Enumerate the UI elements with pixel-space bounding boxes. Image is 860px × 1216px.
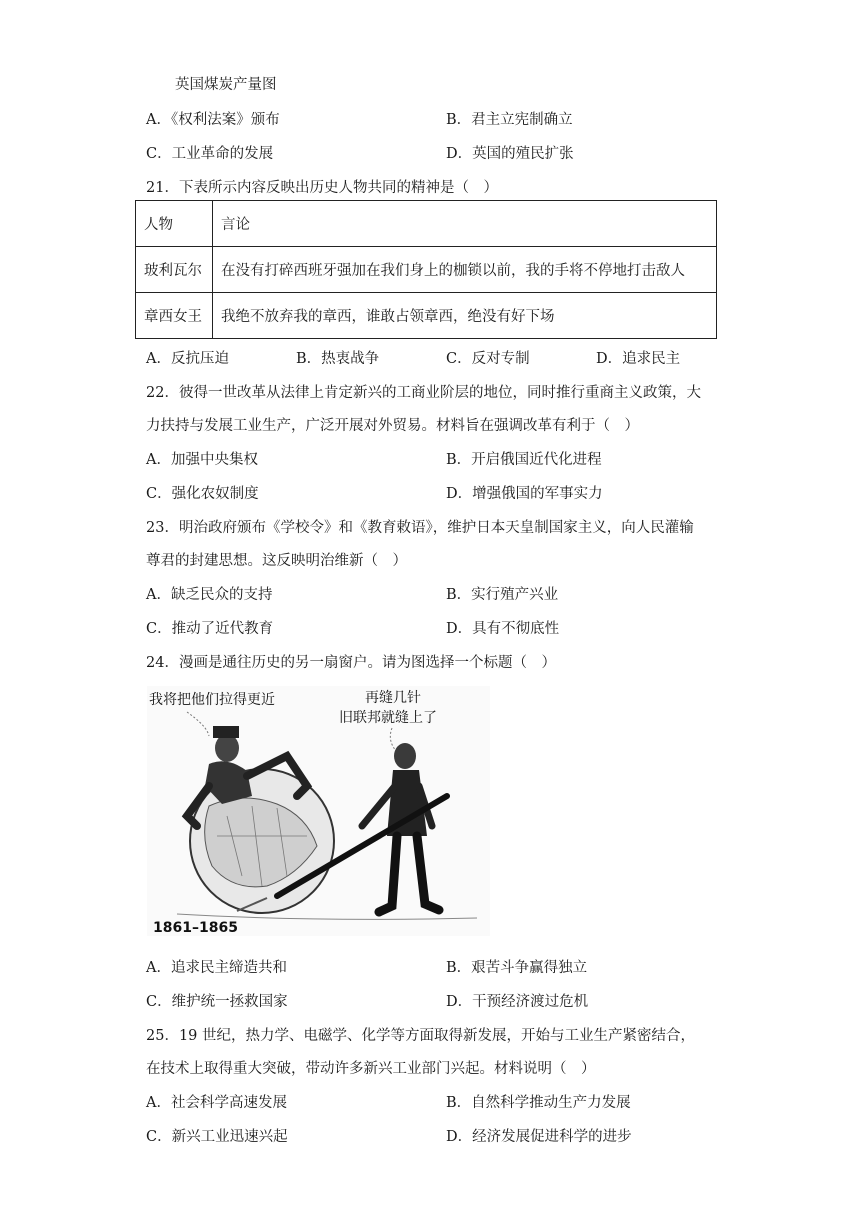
- table-cell-quote: 我绝不放弃我的章西，谁敢占领章西，绝没有好下场: [213, 293, 717, 339]
- q25-option-c[interactable]: C．新兴工业迅速兴起: [146, 1129, 288, 1145]
- bubble-tail: [390, 728, 397, 752]
- q21-option-a[interactable]: A．反抗压迫: [146, 351, 229, 367]
- bubble-tail: [187, 712, 209, 736]
- q22-option-b[interactable]: B．开启俄国近代化进程: [446, 452, 602, 468]
- civil-war-cartoon: [147, 686, 490, 936]
- table-header-cell: 言论: [213, 201, 717, 247]
- cartoon-right-bubble-line1: 再缝几针: [365, 690, 421, 706]
- q22-option-a[interactable]: A．加强中央集权: [146, 452, 258, 468]
- table-header-cell: 人物: [136, 201, 213, 247]
- q21-option-b[interactable]: B．热衷战争: [296, 351, 380, 367]
- q25-stem-line1: 25．19 世纪，热力学、电磁学、化学等方面取得新发展，开始与工业生产紧密结合，: [146, 1028, 696, 1044]
- standing-figure-head: [394, 743, 416, 769]
- q20-option-d[interactable]: D．英国的殖民扩张: [446, 146, 574, 162]
- cartoon-right-bubble-line2: 旧联邦就缝上了: [339, 710, 437, 726]
- q23-option-d[interactable]: D．具有不彻底性: [446, 621, 560, 637]
- q22-stem-line1: 22．彼得一世改革从法律上肯定新兴的工商业阶层的地位，同时推行重商主义政策，大: [146, 385, 701, 401]
- q25-option-b[interactable]: B．自然科学推动生产力发展: [446, 1095, 631, 1111]
- table-row: [136, 247, 717, 293]
- q24-stem: 24．漫画是通往历史的另一扇窗户。请为图选择一个标题（ ）: [146, 655, 556, 671]
- q22-stem-line2: 力扶持与发展工业生产，广泛开展对外贸易。材料旨在强调改革有利于（ ）: [146, 418, 639, 434]
- q21-option-d[interactable]: D．追求民主: [596, 351, 681, 367]
- q23-option-a[interactable]: A．缺乏民众的支持: [146, 587, 273, 603]
- q21-stem: 21．下表所示内容反映出历史人物共同的精神是（ ）: [146, 180, 498, 196]
- seated-figure-head: [215, 734, 239, 762]
- q20-option-b[interactable]: B．君主立宪制确立: [446, 112, 573, 128]
- q23-stem-line2: 尊君的封建思想。这反映明治维新（ ）: [146, 553, 407, 569]
- table-cell-person: 玻利瓦尔: [136, 247, 213, 293]
- table-cell-person: 章西女王: [136, 293, 213, 339]
- q21-table: [135, 200, 717, 339]
- q23-stem-line1: 23．明治政府颁布《学校令》和《教育敕语》，维护日本天皇制国家主义，向人民灌输: [146, 520, 694, 536]
- seated-figure-hat: [213, 726, 239, 738]
- ground-line: [177, 914, 477, 919]
- q24-option-b[interactable]: B．艰苦斗争赢得独立: [446, 960, 588, 976]
- table-cell-quote: 在没有打碎西班牙强加在我们身上的枷锁以前，我的手将不停地打击敌人: [213, 247, 717, 293]
- q21-option-c[interactable]: C．反对专制: [446, 351, 530, 367]
- q24-option-c[interactable]: C．维护统一拯救国家: [146, 994, 288, 1010]
- q23-option-c[interactable]: C．推动了近代教育: [146, 621, 274, 637]
- q23-option-b[interactable]: B．实行殖产兴业: [446, 587, 559, 603]
- table-row: [136, 293, 717, 339]
- q20-option-c[interactable]: C．工业革命的发展: [146, 146, 274, 162]
- standing-figure-legs: [379, 836, 439, 912]
- q20-option-a[interactable]: A．《权利法案》颁布: [146, 112, 280, 128]
- q22-option-c[interactable]: C．强化农奴制度: [146, 486, 259, 502]
- cartoon-year-label: 1861–1865: [153, 920, 238, 936]
- table-header-row: [136, 201, 717, 247]
- q25-stem-line2: 在技术上取得重大突破，带动许多新兴工业部门兴起。材料说明（ ）: [146, 1061, 596, 1077]
- cartoon-left-bubble: 我将把他们拉得更近: [149, 692, 275, 708]
- q24-option-a[interactable]: A．追求民主缔造共和: [146, 960, 287, 976]
- q24-option-d[interactable]: D．干预经济渡过危机: [446, 994, 589, 1010]
- cartoon-illustration: [147, 686, 490, 936]
- figure-caption: 英国煤炭产量图: [175, 77, 277, 93]
- q25-option-a[interactable]: A．社会科学高速发展: [146, 1095, 287, 1111]
- q22-option-d[interactable]: D．增强俄国的军事实力: [446, 486, 603, 502]
- q25-option-d[interactable]: D．经济发展促进科学的进步: [446, 1129, 632, 1145]
